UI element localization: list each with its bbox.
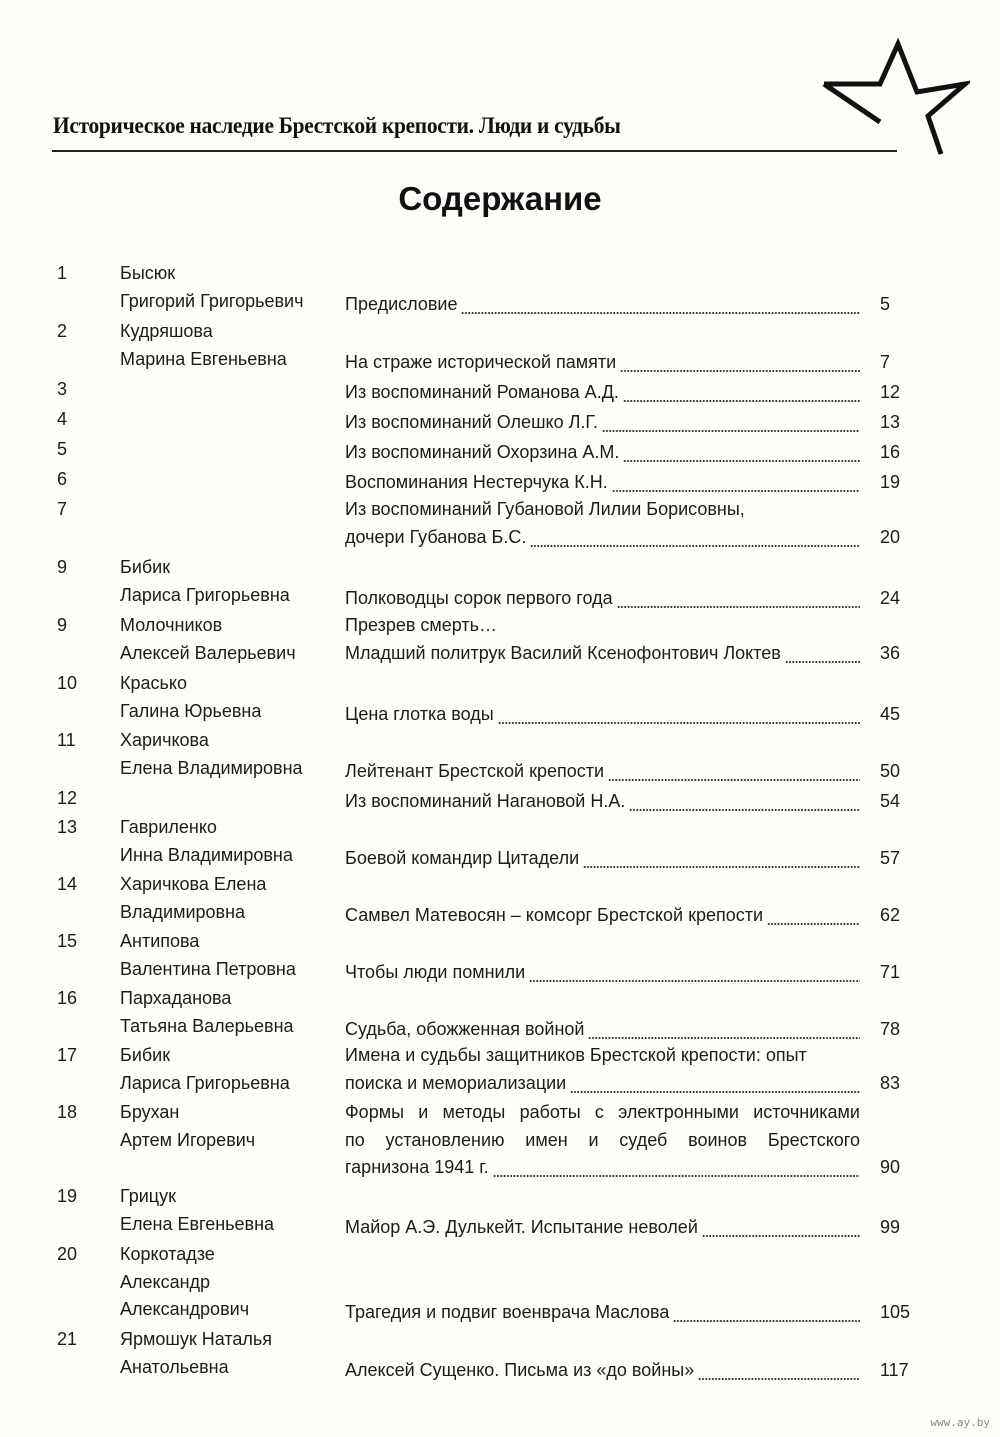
toc-author: Лариса Григорьевна (120, 1072, 290, 1093)
dot-leader (617, 593, 860, 609)
toc-entry-title: Судьба, обожженная войной (345, 1018, 585, 1039)
toc-number: 3 (57, 379, 68, 399)
toc-number: 11 (57, 730, 76, 750)
toc-entry-link[interactable] (345, 1044, 860, 1066)
toc-number: 14 (57, 874, 78, 894)
toc-page-number: 19 (880, 472, 901, 492)
toc-author: Гавриленко (120, 817, 217, 837)
dot-leader (673, 1307, 860, 1323)
toc-author: Алексей Валерьевич (120, 642, 296, 663)
toc-entry-link[interactable] (345, 1072, 860, 1094)
toc-page-number: 57 (880, 847, 901, 868)
toc-number: 9 (57, 557, 68, 577)
toc-entry-link[interactable] (345, 293, 860, 315)
toc-author: Бибик (120, 557, 171, 577)
toc-number: 1 (57, 263, 68, 283)
toc-author: Коркотадзе (120, 1244, 215, 1264)
toc-entry-title: Воспоминания Нестерчука К.Н. (345, 472, 608, 492)
running-head: Историческое наследие Брестской крепости. Люди и судьбы (53, 113, 621, 138)
toc-author: Валентина Петровна (120, 958, 296, 979)
toc-entry-link[interactable] (345, 847, 860, 869)
toc-entry-link[interactable] (345, 1101, 860, 1123)
toc-author: Антипова (120, 931, 200, 951)
toc-number: 21 (57, 1329, 78, 1349)
toc-author: Григорий Григорьевич (120, 290, 304, 311)
toc-entry-title: гарнизона 1941 г. (345, 1157, 489, 1177)
toc-number: 4 (57, 409, 68, 429)
toc-entry-link[interactable] (345, 441, 860, 463)
toc-page-number: 105 (880, 1302, 911, 1322)
dot-leader (620, 357, 860, 373)
toc-entry-link[interactable] (345, 1156, 860, 1178)
toc-entry-title: Из воспоминаний Охорзина А.М. (345, 442, 620, 462)
toc-entry-title: Имена и судьбы защитников Брестской крепости: опыт (345, 1045, 807, 1065)
toc-author: Пархаданова (120, 988, 232, 1008)
toc-author: Александрович (120, 1299, 250, 1319)
toc-entry-title: Алексей Сущенко. Письма из «до войны» (345, 1359, 695, 1380)
page-title: Содержание (398, 180, 602, 217)
dot-leader (461, 299, 860, 315)
toc-entry-title: Трагедия и подвиг военврача Маслова (345, 1302, 670, 1322)
toc-page-number: 83 (880, 1072, 901, 1093)
toc-page-number: 12 (880, 382, 901, 402)
dot-leader (629, 796, 860, 812)
toc-entry-title: дочери Губанова Б.С. (345, 526, 527, 547)
toc-number: 6 (57, 469, 68, 489)
toc-entry-title: Самвел Матевосян – комсорг Брестской крепости (345, 904, 764, 925)
toc-author: Татьяна Валерьевна (120, 1015, 294, 1036)
toc-entry-link[interactable] (345, 381, 860, 403)
toc-author: Бысюк (120, 263, 176, 283)
toc-author: Елена Евгеньевна (120, 1213, 275, 1234)
toc-entry-link[interactable] (345, 961, 860, 983)
toc-entry-link[interactable] (345, 526, 860, 548)
toc-entry-link[interactable] (345, 1216, 860, 1238)
dot-leader (588, 1024, 860, 1040)
toc-number: 5 (57, 439, 68, 459)
toc-entry-link[interactable] (345, 642, 860, 664)
dot-leader (702, 1222, 860, 1238)
toc-author: Инна Владимировна (120, 844, 293, 865)
dot-leader (602, 417, 860, 433)
toc-entry-title: поиска и мемориализации (345, 1072, 567, 1093)
toc-author: Марина Евгеньевна (120, 348, 287, 369)
toc-entry-title: Из воспоминаний Нагановой Н.А. (345, 791, 626, 811)
toc-number: 17 (57, 1045, 78, 1065)
toc-number: 9 (57, 615, 68, 635)
dot-leader (583, 853, 860, 869)
toc-author: Ярмошук Наталья (120, 1329, 273, 1349)
toc-page-number: 45 (880, 703, 901, 724)
toc-number: 18 (57, 1102, 78, 1122)
toc-number: 19 (57, 1186, 78, 1206)
dot-leader (698, 1365, 860, 1381)
toc-page-number: 90 (880, 1157, 901, 1177)
dot-leader (623, 447, 860, 463)
watermark: www.ay.by (930, 1416, 990, 1429)
toc-entry-title: Цена глотка воды (345, 703, 494, 724)
dot-leader (570, 1078, 860, 1094)
toc-author: Елена Владимировна (120, 757, 303, 778)
toc-number: 2 (57, 321, 68, 341)
dot-leader (493, 1162, 860, 1178)
toc-entry-title: Из воспоминаний Романова А.Д. (345, 382, 619, 402)
toc-entry-title: Майор А.Э. Дулькейт. Испытание неволей (345, 1216, 698, 1237)
toc-number: 13 (57, 817, 78, 837)
toc-author: Александр (120, 1271, 211, 1292)
toc-author: Лариса Григорьевна (120, 584, 290, 605)
toc-entry-title: по установлению имен и судеб воинов Брестского (345, 1129, 860, 1150)
toc-page-number: 24 (880, 587, 901, 608)
toc-author: Владимировна (120, 901, 246, 922)
toc-entry-link[interactable] (345, 471, 860, 493)
toc-entry-title: Предисловие (345, 293, 458, 314)
toc-entry-link[interactable] (345, 760, 860, 782)
toc-author: Грицук (120, 1186, 176, 1206)
dot-leader (612, 477, 860, 493)
toc-author: Бибик (120, 1045, 171, 1065)
toc-author: Харичкова Елена (120, 874, 267, 894)
toc-entry-link[interactable] (345, 1018, 860, 1040)
toc-number: 12 (57, 788, 78, 808)
toc-entry-link[interactable] (345, 904, 860, 926)
toc-page-number: 62 (880, 904, 901, 925)
toc-number: 15 (57, 931, 78, 951)
toc-page-number: 36 (880, 642, 901, 663)
toc-entry-title: Презрев смерть… (345, 615, 498, 635)
toc-page-number: 16 (880, 442, 901, 462)
toc-author: Брухан (120, 1102, 180, 1122)
toc-page-number: 99 (880, 1216, 901, 1237)
dot-leader (767, 910, 860, 926)
toc-number: 7 (57, 499, 68, 519)
dot-leader (498, 709, 860, 725)
toc-entry-title: Младший политрук Василий Ксенофонтович Локтев (345, 642, 781, 663)
toc-number: 10 (57, 673, 78, 693)
toc-entry-title: На страже исторической памяти (345, 351, 617, 372)
toc-entry-title: Из воспоминаний Губановой Лилии Борисовны, (345, 499, 745, 519)
toc-entry-link[interactable] (345, 411, 860, 433)
dot-leader (608, 766, 860, 782)
dot-leader (529, 967, 860, 983)
dot-leader (530, 532, 860, 548)
dot-leader (623, 387, 860, 403)
toc-page-number: 5 (880, 293, 891, 314)
toc-page-number: 71 (880, 961, 901, 982)
toc-author: Анатольевна (120, 1356, 229, 1377)
toc-entry-link[interactable] (345, 587, 860, 609)
toc-page-number: 117 (880, 1359, 909, 1380)
toc-page-number: 54 (880, 791, 901, 811)
toc-entry-link[interactable] (345, 790, 860, 812)
toc-entry-link[interactable] (345, 703, 860, 725)
toc-page-number: 7 (880, 351, 891, 372)
toc-author: Харичкова (120, 730, 209, 750)
toc-author: Молочников (120, 615, 223, 635)
toc-author: Галина Юрьевна (120, 700, 262, 721)
toc-entry-title: Боевой командир Цитадели (345, 847, 580, 868)
toc-entry-link[interactable] (345, 351, 860, 373)
toc-author: Красько (120, 673, 187, 693)
toc-author: Кудряшова (120, 321, 213, 341)
toc-entry-link[interactable] (345, 1359, 860, 1381)
toc-entry-link[interactable] (345, 1129, 860, 1151)
dot-leader (785, 648, 860, 664)
toc-page-number: 20 (880, 526, 901, 547)
toc-page-number: 13 (880, 412, 901, 432)
toc-page-number: 50 (880, 760, 901, 781)
toc-entry-title: Чтобы люди помнили (345, 961, 526, 982)
toc-entry-title: Формы и методы работы с электронными источниками (345, 1102, 860, 1122)
toc-author: Артем Игоревич (120, 1129, 256, 1150)
toc-entry-title: Из воспоминаний Олешко Л.Г. (345, 412, 598, 432)
toc-entry-link[interactable] (345, 614, 860, 636)
toc-entry-title: Полководцы сорок первого года (345, 587, 613, 608)
toc-page-number: 78 (880, 1018, 901, 1039)
toc-number: 16 (57, 988, 78, 1008)
toc-entry-title: Лейтенант Брестской крепости (345, 760, 605, 781)
toc-entry-link[interactable] (345, 1301, 860, 1323)
toc-entry-link[interactable] (345, 498, 860, 520)
toc-number: 20 (57, 1244, 78, 1264)
